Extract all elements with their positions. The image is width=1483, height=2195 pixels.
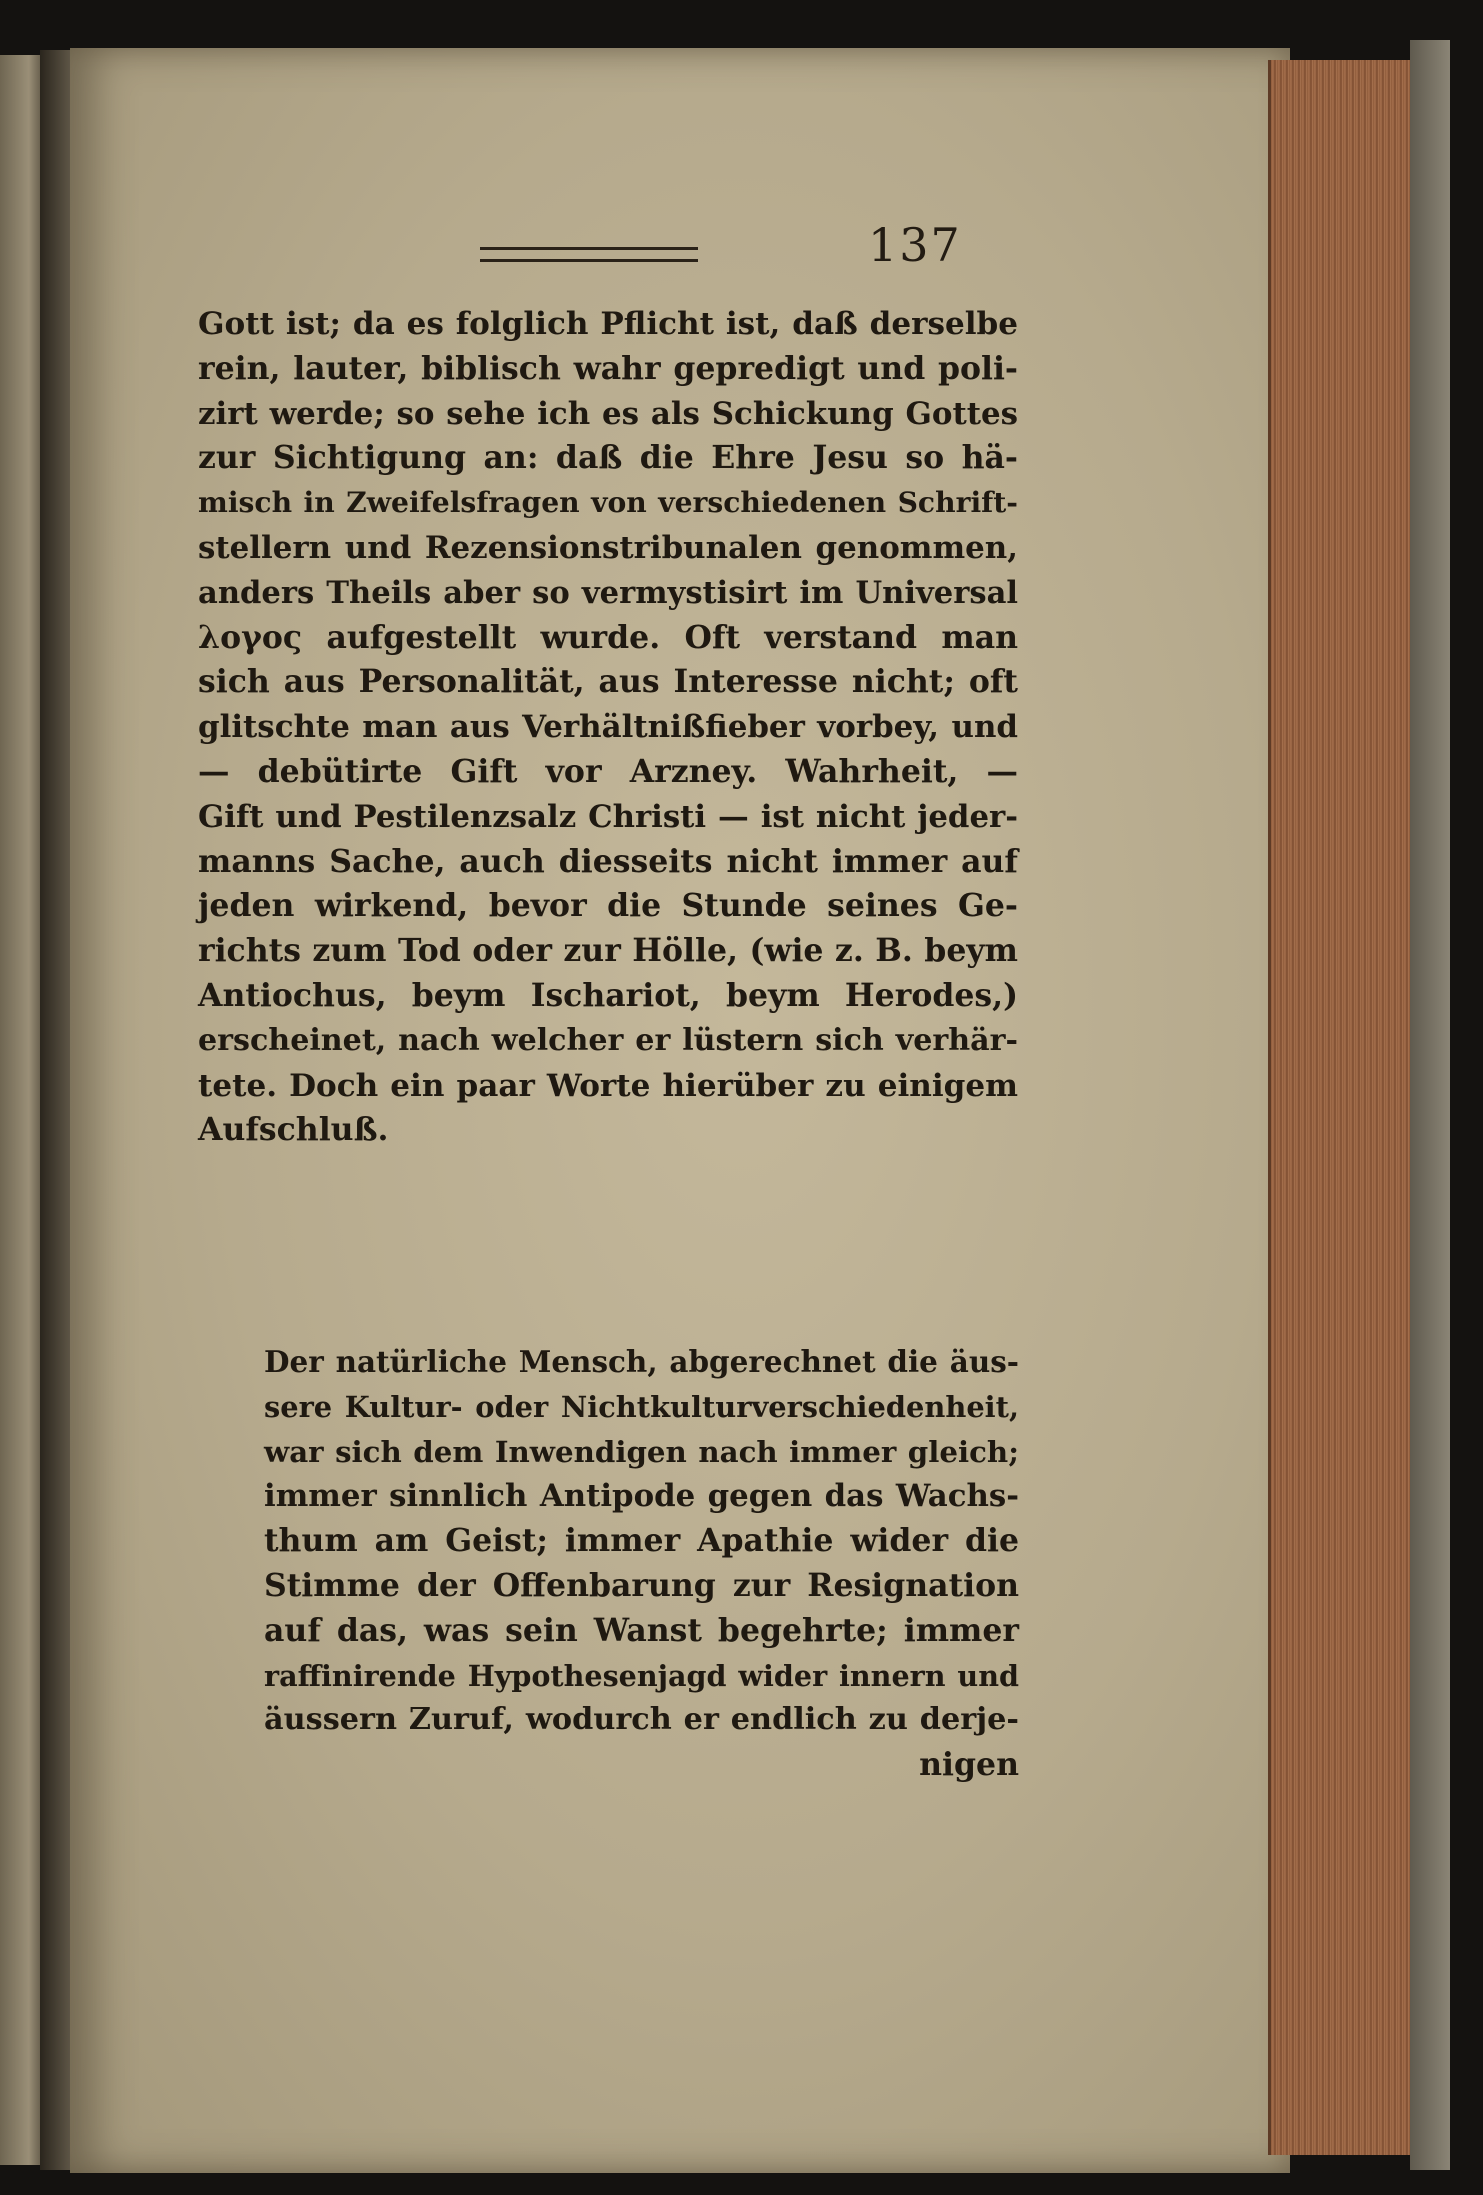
book-cover-edge xyxy=(1410,40,1450,2170)
text-line: manns Sache, auch diesseits nicht immer auf xyxy=(198,842,1018,880)
text-line: rein, lauter, biblisch wahr gepredigt und poli- xyxy=(198,349,1018,387)
text-line: anders Theils aber so vermystisirt im Universal xyxy=(198,574,1018,611)
catchword: nigen xyxy=(919,1746,1019,1784)
text-line: Gott ist; da es folglich Pflicht ist, daß derselbe xyxy=(198,306,1018,342)
text-line: jeden wirkend, bevor die Stunde seines Ge- xyxy=(198,887,1018,925)
text-line: zur Sichtigung an: daß die Ehre Jesu so hä- xyxy=(198,439,1018,477)
text-line: Der natürliche Mensch, abgerechnet die äus- xyxy=(264,1344,1019,1379)
text-line: Antiochus, beym Ischariot, beym Herodes,) xyxy=(198,976,1018,1014)
text-line: stellern und Rezensionstribunalen genommen, xyxy=(198,529,1018,566)
text-line: sere Kultur- oder Nichtkulturverschiedenheit, xyxy=(264,1389,1019,1424)
page-number: 137 xyxy=(868,218,962,272)
paragraph-2 xyxy=(264,1340,1019,1788)
text-line: glitschte man aus Verhältnißfieber vorbey, und xyxy=(198,709,1018,746)
text-line: auf das, was sein Wanst begehrte; immer xyxy=(264,1611,1019,1649)
text-line: Aufschluß. xyxy=(198,1111,389,1149)
text-line: immer sinnlich Antipode gegen das Wachs- xyxy=(264,1478,1019,1515)
text-line: — debütirte Gift vor Arzney. Wahrheit, — xyxy=(198,752,1018,790)
text-line: raffinirende Hypothesenjagd wider innern und xyxy=(264,1658,1019,1693)
header-rule xyxy=(480,247,698,262)
text-line: richts zum Tod oder zur Hölle, (wie z. B. beym xyxy=(198,932,1018,970)
paragraph-1 xyxy=(198,302,1018,1153)
text-line: zirt werde; so sehe ich es als Schickung Gottes xyxy=(198,395,1018,432)
text-line: Stimme der Offenbarung zur Resignation xyxy=(264,1566,1019,1604)
text-line: äussern Zuruf, wodurch er endlich zu derje- xyxy=(264,1702,1019,1738)
text-line: Gift und Pestilenzsalz Christi — ist nicht jeder- xyxy=(198,798,1018,835)
page-fore-edge xyxy=(1268,60,1421,2155)
text-line: misch in Zweifelsfragen von verschiedenen Schrift- xyxy=(198,486,1018,520)
text-line: war sich dem Inwendigen nach immer gleich; xyxy=(264,1434,1019,1469)
text-line: sich aus Personalität, aus Interesse nicht; oft xyxy=(198,663,1018,701)
text-line: thum am Geist; immer Apathie wider die xyxy=(264,1522,1019,1560)
text-line: tete. Doch ein paar Worte hierüber zu einigem xyxy=(198,1067,1018,1104)
text-line: λογος aufgestellt wurde. Oft verstand man xyxy=(198,618,1018,656)
text-line: erscheinet, nach welcher er lüstern sich verhär- xyxy=(198,1022,1018,1058)
